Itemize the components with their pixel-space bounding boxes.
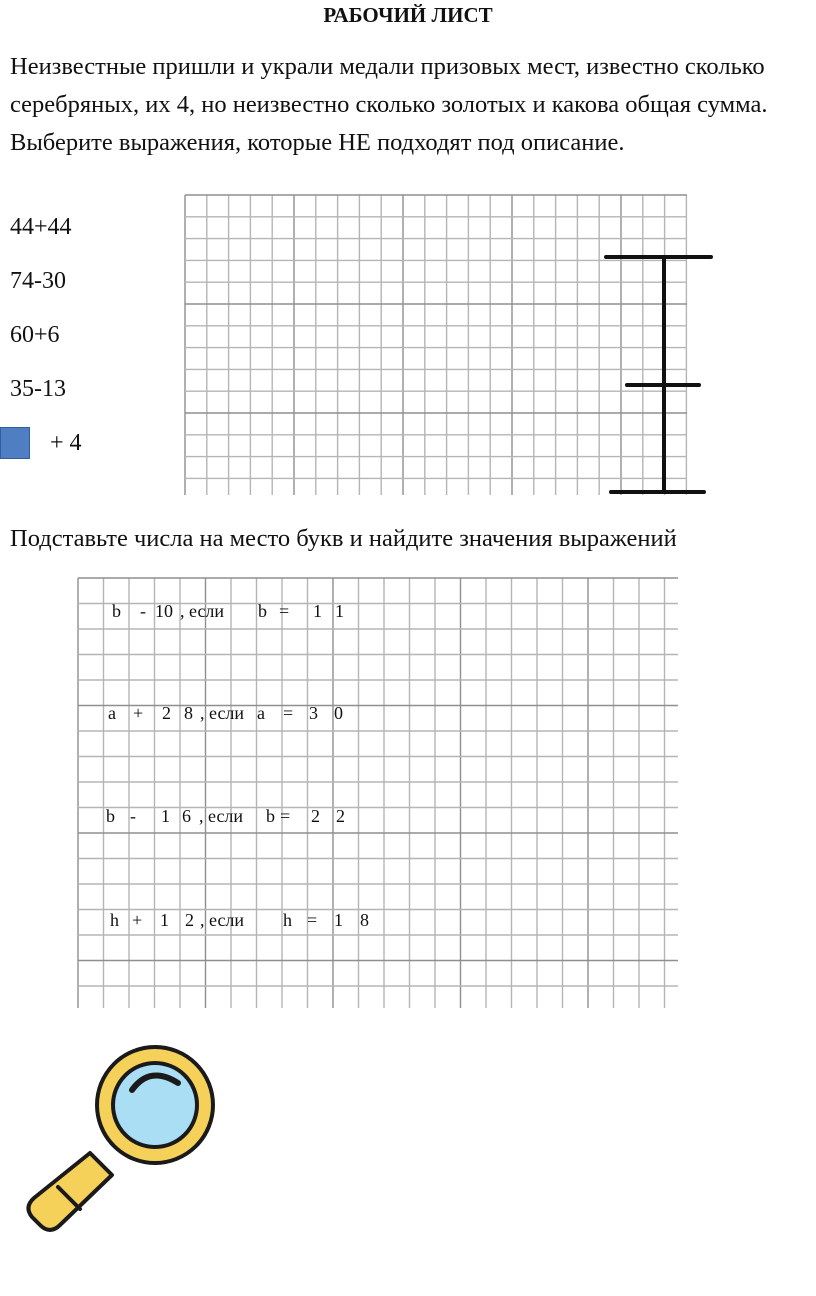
cell: h [283, 910, 292, 930]
cell: + [133, 703, 144, 723]
cell: , если [180, 601, 225, 621]
cell: 1 [161, 806, 170, 826]
unknown-box [0, 427, 30, 459]
option-1: 44+44 [10, 214, 72, 240]
top-grid [185, 195, 687, 495]
task2-text: Подставьте числа на место букв и найдите значения выражений [10, 525, 677, 552]
task1-text: Неизвестные пришли и украли медали призовых мест, известно сколько серебряных, их 4, но неизвестно сколько золотых и какова общая сумма. Выберите выражения, которые НЕ подходят под описание. [10, 53, 768, 156]
cell: a [257, 703, 265, 723]
cell: 8 [360, 910, 369, 930]
cell: = [283, 703, 294, 723]
cell: b [106, 806, 115, 826]
cell: - [130, 806, 136, 826]
option-4: 35-13 [10, 376, 66, 402]
cell: 2 [162, 703, 171, 723]
cell: 1 [335, 601, 344, 621]
cell: 3 [309, 703, 318, 723]
cell: 2 [311, 806, 320, 826]
cell: 8 [184, 703, 193, 723]
cell: , если [200, 910, 245, 930]
page-title: РАБОЧИЙ ЛИСТ [323, 3, 493, 27]
cell: 10 [155, 601, 173, 621]
cell: , если [199, 806, 244, 826]
cell: 2 [185, 910, 194, 930]
cell: = [279, 601, 290, 621]
cell: b [258, 601, 267, 621]
cell: 0 [334, 703, 343, 723]
cell: 6 [182, 806, 191, 826]
cell: 1 [160, 910, 169, 930]
magnifier-icon [20, 1035, 230, 1245]
cell: - [140, 601, 146, 621]
option-3: 60+6 [10, 322, 60, 348]
cell: , если [200, 703, 245, 723]
option-5-expression: + 4 [50, 430, 82, 456]
cell: 1 [313, 601, 322, 621]
cell: h [110, 910, 119, 930]
option-2: 74-30 [10, 268, 66, 294]
cell: b [266, 806, 275, 826]
cell: 2 [336, 806, 345, 826]
cell: = [280, 806, 291, 826]
cell: 1 [334, 910, 343, 930]
cell: a [108, 703, 116, 723]
bottom-grid [78, 578, 678, 1008]
cell: b [112, 601, 121, 621]
cell: + [132, 910, 143, 930]
cell: = [307, 910, 318, 930]
